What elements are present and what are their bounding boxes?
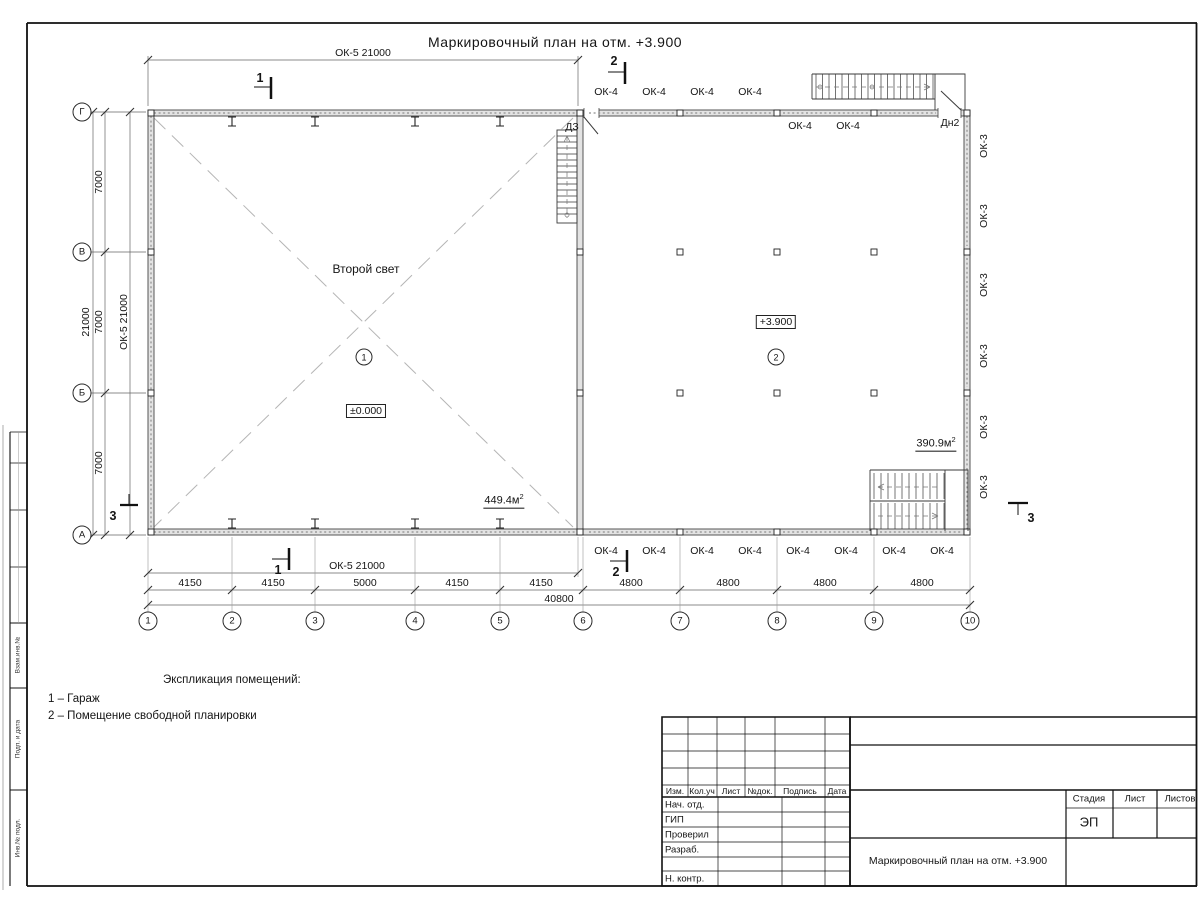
- frame-label-vzam: Взам.инв.№: [14, 636, 22, 674]
- window-mark-ok3: ОК-3: [978, 273, 990, 297]
- grid-bubble-col: 7: [671, 612, 690, 631]
- section-mark-2-bottom: 2: [612, 565, 620, 579]
- grid-bubble-col: 5: [491, 612, 510, 631]
- window-mark-ok4: ОК-4: [594, 545, 618, 557]
- corner-stair: [870, 470, 968, 531]
- window-mark-ok3: ОК-3: [978, 344, 990, 368]
- window-mark-ok4: ОК-4: [594, 86, 618, 98]
- dim-bay: 4800: [813, 577, 837, 589]
- dim-bay: 4800: [910, 577, 934, 589]
- legend-item-1: 1 – Гараж: [48, 693, 100, 705]
- window-mark-ok3: ОК-3: [978, 134, 990, 158]
- titleblock-sheets-label: Листов: [1164, 793, 1196, 805]
- titleblock-row-proveril: Проверил: [665, 829, 709, 841]
- titleblock-row-gip: ГИП: [665, 814, 684, 826]
- window-mark-ok3: ОК-3: [978, 415, 990, 439]
- dim-bay: 4150: [261, 577, 285, 589]
- window-mark-ok5-left: ОК-5 21000: [118, 294, 130, 350]
- window-mark-ok4: ОК-4: [930, 545, 954, 557]
- window-mark-ok5-top: ОК-5 21000: [335, 47, 391, 59]
- room-number-2: 2: [768, 349, 785, 366]
- ibeam-marks: [228, 117, 504, 528]
- window-mark-ok5-bottom: ОК-5 21000: [329, 560, 385, 572]
- grid-bubble-col: 10: [961, 612, 980, 631]
- dim-overall-horizontal: 40800: [544, 593, 574, 605]
- titleblock-row-nachotd: Нач. отд.: [665, 799, 705, 811]
- titleblock-col-koluch: Кол.уч: [689, 786, 715, 796]
- titleblock-row-nkontr: Н. контр.: [665, 873, 705, 885]
- titleblock-col-ndok: №док.: [747, 786, 773, 796]
- titleblock-col-izm: Изм.: [665, 786, 685, 796]
- dim-bay-vertical: 7000: [93, 310, 105, 334]
- section-marks: [120, 62, 1028, 572]
- titleblock-sheet-label: Лист: [1124, 793, 1146, 805]
- dim-bay: 4800: [619, 577, 643, 589]
- grid-bubble-col: 9: [865, 612, 884, 631]
- grid-bubble-col: 2: [223, 612, 242, 631]
- titleblock-doc-name: Маркировочный план на отм. +3.900: [868, 855, 1048, 867]
- window-mark-ok4: ОК-4: [834, 545, 858, 557]
- dimension-ticks: [89, 56, 974, 609]
- titleblock-row-razrab: Разраб.: [665, 844, 700, 856]
- dim-bay-vertical: 7000: [93, 451, 105, 475]
- legend-heading: Экспликация помещений:: [163, 674, 301, 686]
- grid-bubble-col: 4: [406, 612, 425, 631]
- area-label-room2: $390.9м^2$: [916, 434, 956, 450]
- window-strips: [151, 113, 967, 532]
- external-stair: [812, 74, 965, 110]
- window-mark-ok4: ОК-4: [642, 545, 666, 557]
- level-mark-3900: +3.900: [756, 316, 796, 328]
- void-cross: [154, 118, 573, 527]
- dim-bay: 4150: [178, 577, 202, 589]
- section-mark-3-left: 3: [109, 509, 117, 523]
- area-label-room1: $449.4м^2$: [484, 491, 524, 507]
- legend-item-2: 2 – Помещение свободной планировки: [48, 710, 257, 722]
- titleblock-stage-value: ЭП: [1079, 814, 1099, 830]
- section-mark-2-top: 2: [610, 54, 618, 68]
- door-mark-dn2: Дн2: [940, 117, 960, 129]
- frame-label-inv: Инв.№ подл.: [14, 818, 22, 858]
- dim-bay: 4150: [445, 577, 469, 589]
- section-mark-1-bottom: 1: [274, 563, 282, 577]
- window-mark-ok4: ОК-4: [738, 545, 762, 557]
- room-number-1: 1: [356, 349, 373, 366]
- grid-bubble-row: Г: [73, 103, 92, 122]
- window-mark-ok3: ОК-3: [978, 204, 990, 228]
- window-mark-ok3: ОК-3: [978, 475, 990, 499]
- window-mark-ok4: ОК-4: [738, 86, 762, 98]
- walls: [148, 110, 970, 535]
- frame-label-podp: Подп. и дата: [14, 719, 22, 759]
- grid-bubble-col: 8: [768, 612, 787, 631]
- dim-overall-vertical: 21000: [80, 307, 92, 337]
- page-title: Маркировочный план на отм. +3.900: [427, 34, 683, 50]
- grid-bubble-row: А: [73, 526, 92, 545]
- dim-bay: 4800: [716, 577, 740, 589]
- window-mark-ok4: ОК-4: [786, 545, 810, 557]
- dim-bay: 5000: [353, 577, 377, 589]
- grid-bubble-row: В: [73, 243, 92, 262]
- second-light-label: Второй свет: [332, 262, 400, 276]
- titleblock-col-list: Лист: [721, 786, 741, 796]
- window-mark-ok4: ОК-4: [642, 86, 666, 98]
- section-mark-1-top: 1: [256, 71, 264, 85]
- window-mark-ok4: ОК-4: [690, 86, 714, 98]
- window-mark-ok4: ОК-4: [836, 120, 860, 132]
- grid-bubble-col: 1: [139, 612, 158, 631]
- window-mark-ok4: ОК-4: [690, 545, 714, 557]
- window-mark-ok4: ОК-4: [882, 545, 906, 557]
- grid-bubble-row: Б: [73, 384, 92, 403]
- titleblock-col-data: Дата: [827, 786, 847, 796]
- column-squares: [148, 110, 970, 535]
- window-mark-ok4: ОК-4: [788, 120, 812, 132]
- titleblock-stage-label: Стадия: [1072, 793, 1106, 805]
- sheet-frame: [3, 23, 1197, 890]
- door-mark-d3: ДЗ: [565, 121, 579, 133]
- grid-bubble-col: 3: [306, 612, 325, 631]
- titleblock-col-podpis: Подпись: [783, 786, 817, 796]
- level-mark-0: ±0.000: [346, 405, 386, 417]
- section-mark-3-right: 3: [1027, 511, 1035, 525]
- grid-bubble-col: 6: [574, 612, 593, 631]
- dim-bay-vertical: 7000: [93, 170, 105, 194]
- dim-bay: 4150: [529, 577, 553, 589]
